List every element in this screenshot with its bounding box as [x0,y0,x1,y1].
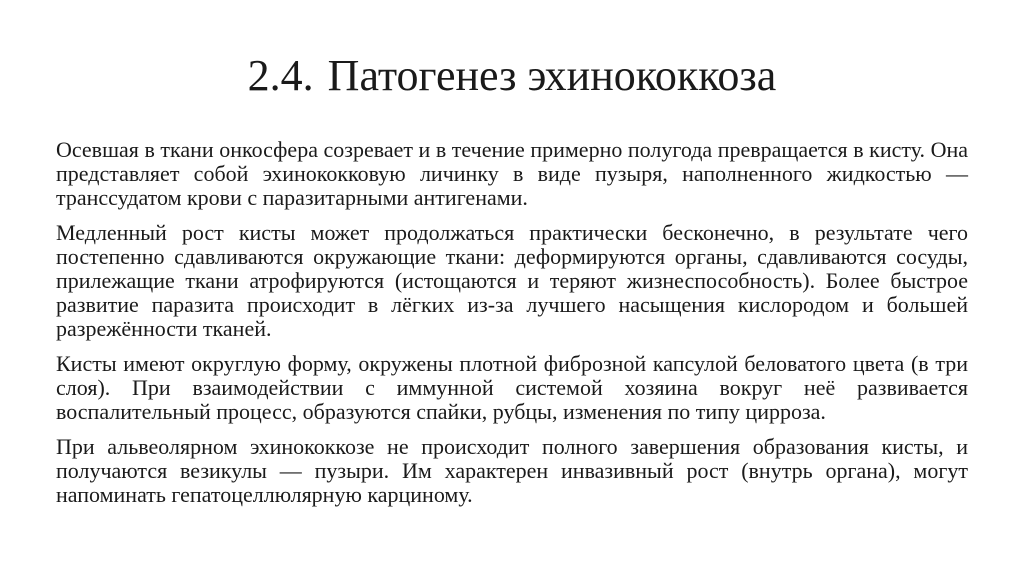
title-number: 2.4. [247,51,314,100]
paragraph: При альвеолярном эхинококкозе не происходит полного завершения образования кисты, и получаются везикулы — пузыри. Им характерен инвазивный рост (внутрь органа), могут напоминать гепатоцеллюлярную карциному. [56,434,968,507]
title-text: Патогенез эхинококкоза [327,51,777,100]
slide-title [0,48,1024,104]
paragraph: Медленный рост кисты может продолжаться практически бесконечно, в результате чего постепенно сдавливаются окружающие ткани: деформируются органы, сдавливаются сосуды, прилежащие ткани атрофируются (истощаются и теряют жизнеспособность). Более быстрое развитие паразита происходит в лёгких из-за лучшего насыщения кислородом и большей разрежённости тканей. [56,220,968,341]
paragraph: Кисты имеют округлую форму, окружены плотной фиброзной капсулой беловатого цвета (в три слоя). При взаимодействии с иммунной системой хозяина вокруг неё развивается воспалительный процесс, образуются спайки, рубцы, изменения по типу цирроза. [56,351,968,424]
paragraph: Осевшая в ткани онкосфера созревает и в течение примерно полугода превращается в кисту. Она представляет собой эхинококковую личинку в виде пузыря, наполненного жидкостью — транссудатом крови с паразитарными антигенами. [56,137,968,210]
slide-body [56,138,968,518]
